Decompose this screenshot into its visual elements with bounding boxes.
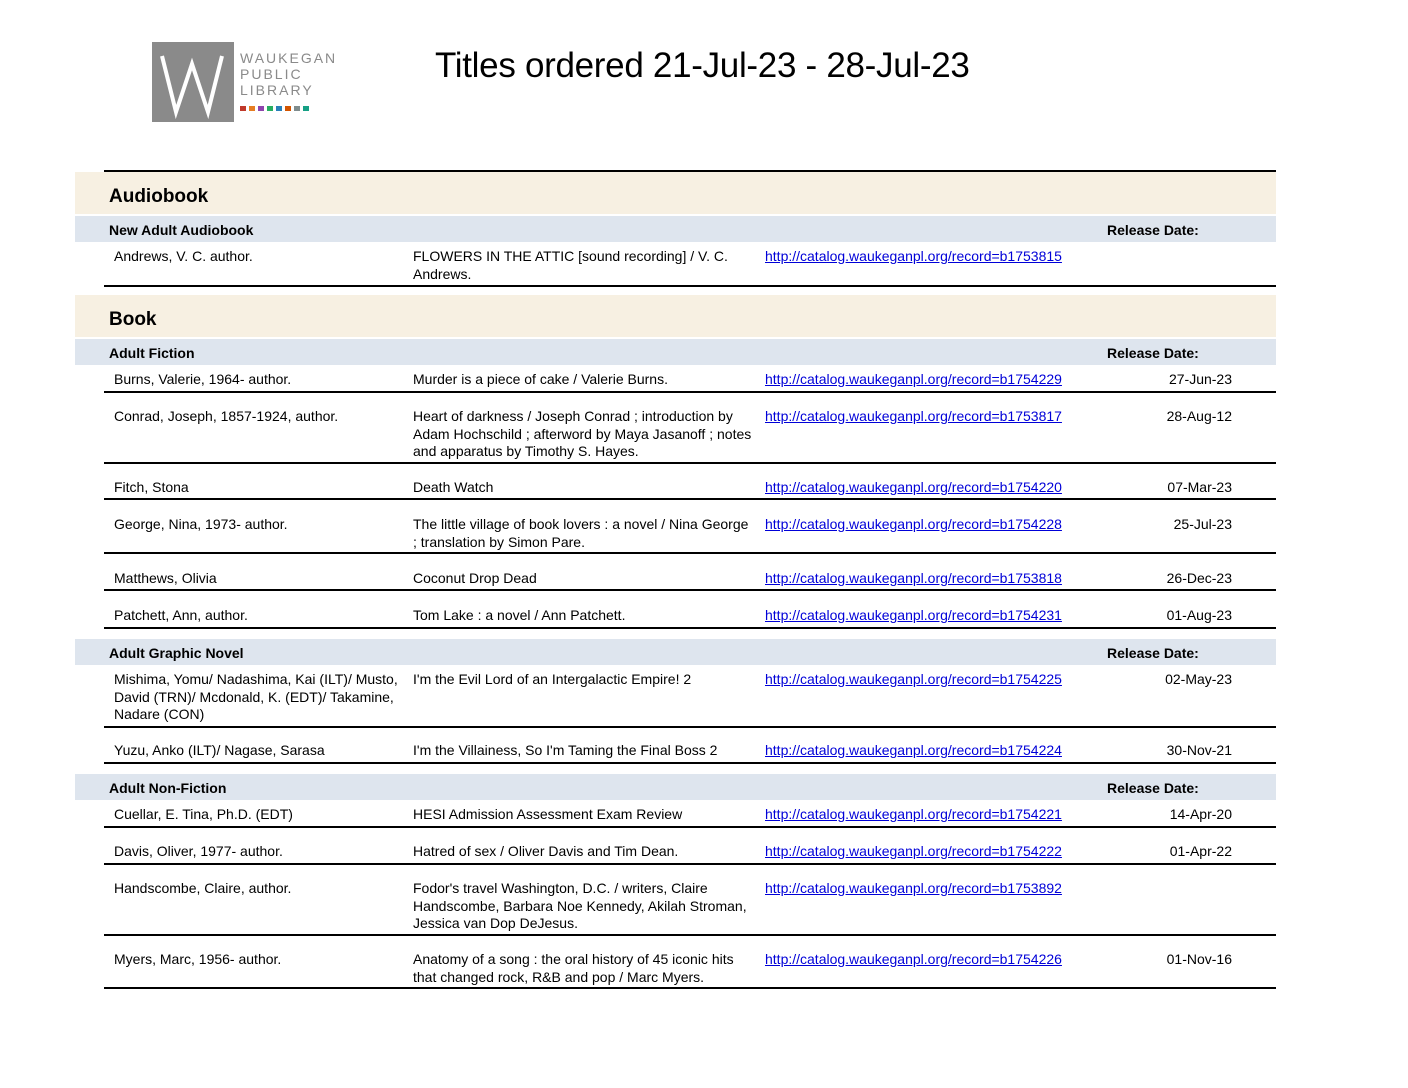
category-band (75, 216, 1276, 242)
category-band (75, 339, 1276, 365)
row-catalog-link[interactable]: http://catalog.waukeganpl.org/record=b1753815 (765, 248, 1062, 264)
logo-dot (267, 106, 273, 111)
row-catalog-link[interactable]: http://catalog.waukeganpl.org/record=b1754221 (765, 806, 1062, 822)
logo-dot (249, 106, 255, 111)
row-title: Heart of darkness / Joseph Conrad ; introduction by Adam Hochschild ; afterword by Maya Jasanoff ; notes and apparatus by Timothy S. Hayes. (413, 408, 752, 459)
section-band (75, 172, 1276, 214)
release-date-header: Release Date: (1107, 345, 1199, 361)
row-author: Davis, Oliver, 1977- author. (114, 843, 283, 859)
logo-line-3: LIBRARY (240, 82, 314, 98)
row-release-date: 01-Aug-23 (1166, 607, 1232, 623)
row-title: I'm the Villainess, So I'm Taming the Final Boss 2 (413, 742, 718, 758)
row-catalog-link[interactable]: http://catalog.waukeganpl.org/record=b1753818 (765, 570, 1062, 586)
row-catalog-link[interactable]: http://catalog.waukeganpl.org/record=b1754220 (765, 479, 1062, 495)
logo-w-icon (152, 42, 234, 122)
row-author: Burns, Valerie, 1964- author. (114, 371, 292, 387)
row-divider (104, 762, 1276, 764)
release-date-header: Release Date: (1107, 222, 1199, 238)
row-catalog-link[interactable]: http://catalog.waukeganpl.org/record=b1754224 (765, 742, 1062, 758)
row-divider (104, 285, 1276, 287)
row-release-date: 01-Apr-22 (1169, 843, 1232, 859)
row-divider (104, 726, 1276, 728)
logo-dot (276, 106, 282, 111)
category-heading: Adult Non-Fiction (109, 780, 227, 796)
row-divider (104, 391, 1276, 393)
row-author: Andrews, V. C. author. (114, 248, 253, 264)
release-date-header: Release Date: (1107, 645, 1199, 661)
row-catalog-link[interactable]: http://catalog.waukeganpl.org/record=b1754226 (765, 951, 1062, 967)
row-author: Matthews, Olivia (114, 570, 217, 586)
page-title: Titles ordered 21-Jul-23 - 28-Jul-23 (435, 46, 970, 85)
row-release-date: 07-Mar-23 (1167, 479, 1232, 495)
logo-color-dots (240, 106, 309, 111)
row-title: Murder is a piece of cake / Valerie Burns. (413, 371, 668, 387)
row-catalog-link[interactable]: http://catalog.waukeganpl.org/record=b1754229 (765, 371, 1062, 387)
logo-dot (258, 106, 264, 111)
row-catalog-link[interactable]: http://catalog.waukeganpl.org/record=b1754222 (765, 843, 1062, 859)
row-catalog-link[interactable]: http://catalog.waukeganpl.org/record=b1754231 (765, 607, 1062, 623)
category-band (75, 639, 1276, 665)
row-release-date: 02-May-23 (1165, 671, 1232, 687)
row-title: Fodor's travel Washington, D.C. / writers, Claire Handscombe, Barbara Noe Kennedy, Akilah Stroman, Jessica van Dop DeJesus. (413, 880, 747, 931)
category-heading: New Adult Audiobook (109, 222, 254, 238)
row-title: Hatred of sex / Oliver Davis and Tim Dean. (413, 843, 679, 859)
logo-dot (303, 106, 309, 111)
logo-dot (294, 106, 300, 111)
row-catalog-link[interactable]: http://catalog.waukeganpl.org/record=b1754225 (765, 671, 1062, 687)
section-band (75, 295, 1276, 337)
row-title: Tom Lake : a novel / Ann Patchett. (413, 607, 626, 623)
row-author: Cuellar, E. Tina, Ph.D. (EDT) (114, 806, 293, 822)
row-divider (104, 934, 1276, 936)
row-catalog-link[interactable]: http://catalog.waukeganpl.org/record=b1753817 (765, 408, 1062, 424)
row-release-date: 26-Dec-23 (1166, 570, 1232, 586)
row-release-date: 27-Jun-23 (1168, 371, 1232, 387)
section-heading: Audiobook (109, 186, 209, 207)
row-catalog-link[interactable]: http://catalog.waukeganpl.org/record=b1754228 (765, 516, 1062, 532)
row-title: Anatomy of a song : the oral history of 45 iconic hits that changed rock, R&B and pop / Marc Myers. (413, 951, 734, 985)
row-catalog-link[interactable]: http://catalog.waukeganpl.org/record=b1753892 (765, 880, 1062, 896)
logo-dot (240, 106, 246, 111)
row-divider (104, 462, 1276, 464)
section-heading: Book (109, 309, 157, 330)
logo-line-2: PUBLIC (240, 66, 303, 82)
category-heading: Adult Graphic Novel (109, 645, 244, 661)
category-heading: Adult Fiction (109, 345, 195, 361)
row-divider (104, 589, 1276, 591)
row-release-date: 28-Aug-12 (1166, 408, 1232, 424)
row-author: Patchett, Ann, author. (114, 607, 248, 623)
row-author: George, Nina, 1973- author. (114, 516, 288, 532)
row-title: Coconut Drop Dead (413, 570, 537, 586)
row-divider (104, 498, 1276, 500)
row-divider (104, 826, 1276, 828)
logo-dot (285, 106, 291, 111)
row-release-date: 01-Nov-16 (1166, 951, 1232, 967)
row-title: HESI Admission Assessment Exam Review (413, 806, 683, 822)
row-author: Conrad, Joseph, 1857-1924, author. (114, 408, 339, 424)
row-title: FLOWERS IN THE ATTIC [sound recording] / V. C. Andrews. (413, 248, 728, 282)
logo-line-1: WAUKEGAN (240, 50, 338, 66)
row-author: Fitch, Stona (114, 479, 189, 495)
row-release-date: 25-Jul-23 (1173, 516, 1232, 532)
row-divider (104, 552, 1276, 554)
library-logo (152, 42, 352, 124)
row-author: Myers, Marc, 1956- author. (114, 951, 282, 967)
row-divider (104, 627, 1276, 629)
row-title: I'm the Evil Lord of an Intergalactic Empire! 2 (413, 671, 692, 687)
logo-wordmark (240, 50, 337, 98)
release-date-header: Release Date: (1107, 780, 1199, 796)
row-divider (104, 863, 1276, 865)
category-band (75, 774, 1276, 800)
row-release-date: 30-Nov-21 (1166, 742, 1232, 758)
row-author: Mishima, Yomu/ Nadashima, Kai (ILT)/ Musto, David (TRN)/ Mcdonald, K. (EDT)/ Takamine, Nadare (CON) (114, 671, 398, 722)
row-title: Death Watch (413, 479, 494, 495)
row-release-date: 14-Apr-20 (1169, 806, 1232, 822)
row-author: Yuzu, Anko (ILT)/ Nagase, Sarasa (114, 742, 325, 758)
row-divider (104, 987, 1276, 989)
row-title: The little village of book lovers : a novel / Nina George ; translation by Simon Pare. (413, 516, 749, 550)
row-author: Handscombe, Claire, author. (114, 880, 292, 896)
